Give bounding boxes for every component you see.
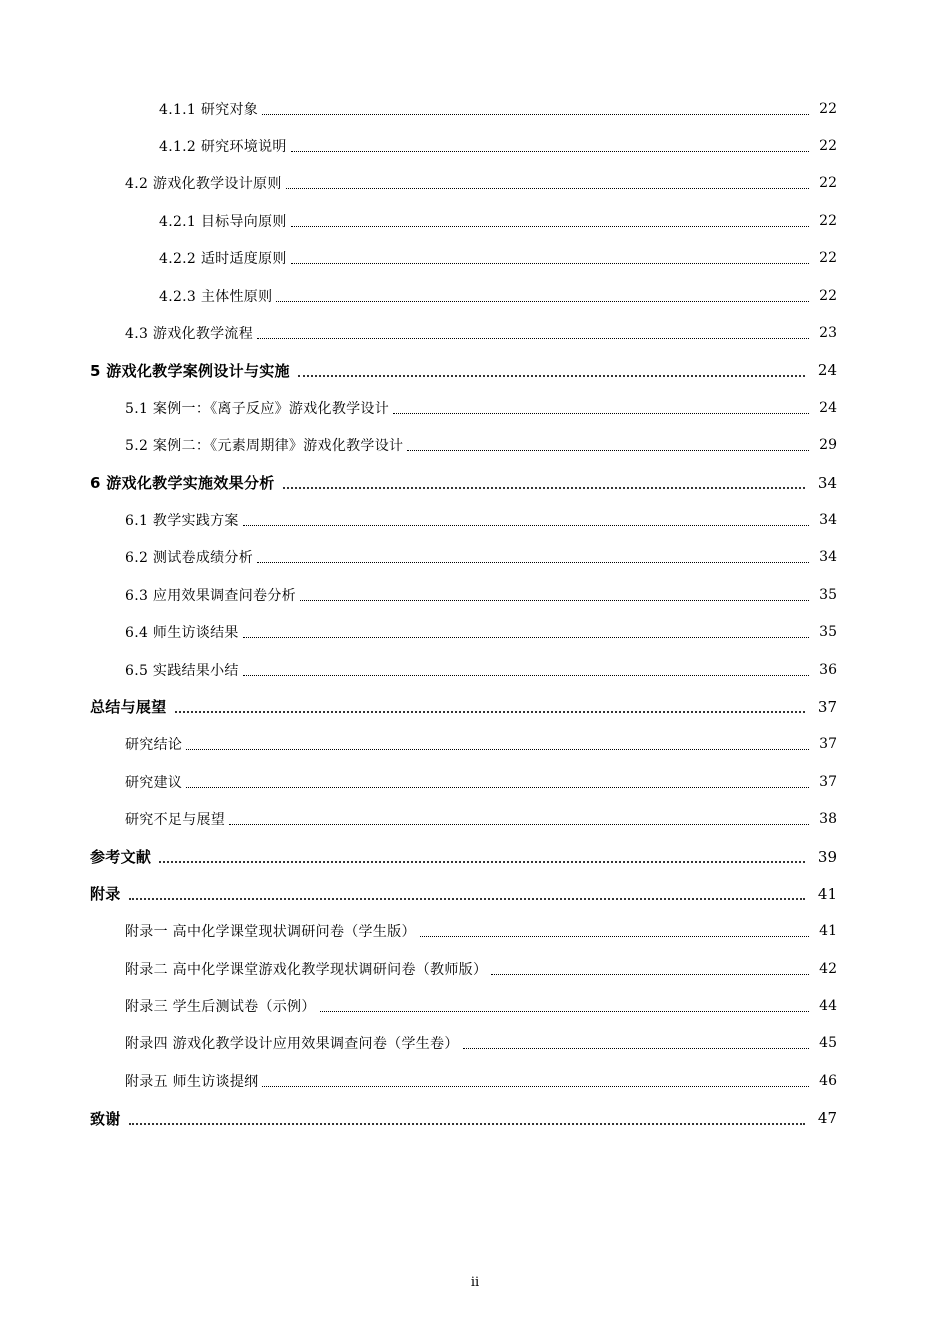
toc-entry[interactable] [0, 576, 950, 613]
toc-entry-title: 附录 [90, 885, 121, 904]
toc-entry-page-number: 35 [819, 586, 837, 603]
dot-leader [257, 337, 809, 339]
toc-entry-title: 4.1.2 研究环境说明 [159, 139, 287, 156]
toc-entry[interactable] [0, 1100, 950, 1137]
toc-entry-page-number: 22 [819, 250, 837, 267]
toc-entry[interactable] [0, 987, 950, 1024]
toc-entry[interactable] [0, 1025, 950, 1062]
dot-leader [420, 935, 809, 937]
toc-entry[interactable] [0, 651, 950, 688]
toc-entry-title: 5 游戏化教学案例设计与实施 [90, 361, 290, 380]
dot-leader [262, 113, 809, 115]
dot-leader [291, 150, 809, 152]
toc-entry[interactable] [0, 427, 950, 464]
toc-entry-title: 4.1.1 研究对象 [159, 101, 259, 118]
toc-entry-title: 附录一 高中化学课堂现状调研问卷（学生版） [125, 924, 416, 941]
dot-leader [243, 674, 809, 676]
toc-entry-page-number: 41 [817, 884, 837, 903]
dot-leader [407, 449, 809, 451]
toc-entry-title: 总结与展望 [90, 698, 167, 717]
toc-entry-page-number: 35 [819, 624, 837, 641]
toc-entry-title: 6.4 师生访谈结果 [125, 625, 239, 642]
toc-entry-title: 6.1 教学实践方案 [125, 512, 239, 529]
toc-entry-title: 研究不足与展望 [125, 812, 226, 829]
toc-entry-page-number: 39 [817, 847, 837, 866]
dot-leader [286, 187, 809, 189]
toc-entry-title: 6.3 应用效果调查问卷分析 [125, 587, 296, 604]
dot-leader [320, 1010, 809, 1012]
toc-entry[interactable] [0, 202, 950, 239]
toc-entry[interactable] [0, 726, 950, 763]
dot-leader [300, 599, 809, 601]
dot-leader [283, 486, 805, 489]
toc-entry-page-number: 34 [817, 473, 837, 492]
dot-leader [257, 561, 809, 563]
toc-entry-page-number: 23 [819, 325, 837, 342]
toc-entry-title: 研究建议 [125, 774, 183, 791]
toc-entry-title: 附录四 游戏化教学设计应用效果调查问卷（学生卷） [125, 1036, 459, 1053]
toc-entry-title: 4.2.1 目标导向原则 [159, 213, 287, 230]
toc-entry-page-number: 42 [819, 960, 837, 977]
toc-entry[interactable] [0, 165, 950, 202]
table-of-contents [0, 90, 950, 1137]
dot-leader [243, 524, 809, 526]
toc-entry-title: 6 游戏化教学实施效果分析 [90, 474, 275, 493]
toc-entry-page-number: 37 [819, 736, 837, 753]
dot-leader [298, 374, 805, 377]
toc-entry-page-number: 22 [819, 138, 837, 155]
toc-entry[interactable] [0, 1062, 950, 1099]
toc-entry-page-number: 29 [819, 437, 837, 454]
toc-entry[interactable] [0, 314, 950, 351]
toc-entry-page-number: 38 [819, 811, 837, 828]
toc-entry[interactable] [0, 875, 950, 912]
toc-entry-page-number: 22 [819, 212, 837, 229]
toc-entry[interactable] [0, 613, 950, 650]
toc-entry-page-number: 34 [819, 549, 837, 566]
toc-entry[interactable] [0, 389, 950, 426]
toc-entry-page-number: 47 [817, 1109, 837, 1128]
toc-entry[interactable] [0, 464, 950, 501]
dot-leader [262, 1085, 809, 1087]
dot-leader [463, 1047, 809, 1049]
toc-entry[interactable] [0, 688, 950, 725]
toc-entry-page-number: 36 [819, 661, 837, 678]
toc-entry[interactable] [0, 501, 950, 538]
toc-entry-title: 4.2.2 适时适度原则 [159, 251, 287, 268]
dot-leader [291, 225, 809, 227]
toc-entry-title: 附录三 学生后测试卷（示例） [125, 999, 316, 1016]
dot-leader [186, 748, 809, 750]
toc-entry-title: 附录五 师生访谈提纲 [125, 1073, 259, 1090]
toc-entry[interactable] [0, 950, 950, 987]
toc-entry-page-number: 22 [819, 287, 837, 304]
toc-entry-page-number: 34 [819, 511, 837, 528]
dot-leader [491, 973, 809, 975]
toc-entry-page-number: 22 [819, 100, 837, 117]
toc-entry-title: 4.2 游戏化教学设计原则 [125, 176, 282, 193]
toc-entry-title: 附录二 高中化学课堂游戏化教学现状调研问卷（教师版） [125, 961, 488, 978]
toc-entry-page-number: 46 [819, 1072, 837, 1089]
dot-leader [291, 262, 809, 264]
toc-entry-title: 6.5 实践结果小结 [125, 662, 239, 679]
toc-entry-title: 6.2 测试卷成绩分析 [125, 550, 254, 567]
toc-entry[interactable] [0, 838, 950, 875]
toc-entry-title: 研究结论 [125, 737, 183, 754]
toc-entry-page-number: 44 [819, 998, 837, 1015]
toc-entry-title: 4.3 游戏化教学流程 [125, 326, 254, 343]
dot-leader [243, 636, 809, 638]
toc-entry[interactable] [0, 913, 950, 950]
toc-entry[interactable] [0, 127, 950, 164]
dot-leader [159, 860, 805, 863]
dot-leader [186, 786, 809, 788]
toc-entry-title: 5.1 案例一：《离子反应》游戏化教学设计 [125, 400, 390, 417]
toc-entry[interactable] [0, 352, 950, 389]
toc-entry-page-number: 37 [819, 773, 837, 790]
toc-entry[interactable] [0, 240, 950, 277]
toc-entry[interactable] [0, 800, 950, 837]
dot-leader [393, 412, 809, 414]
toc-entry-title: 4.2.3 主体性原则 [159, 288, 273, 305]
toc-entry[interactable] [0, 90, 950, 127]
dot-leader [276, 300, 809, 302]
toc-entry-page-number: 22 [819, 175, 837, 192]
toc-entry-page-number: 24 [819, 399, 837, 416]
dot-leader [175, 710, 805, 713]
dot-leader [229, 823, 809, 825]
toc-entry-page-number: 37 [817, 697, 837, 716]
toc-entry-title: 5.2 案例二：《元素周期律》游戏化教学设计 [125, 438, 404, 455]
dot-leader [129, 1122, 805, 1125]
toc-entry-page-number: 45 [819, 1035, 837, 1052]
toc-entry-title: 参考文献 [90, 848, 152, 866]
dot-leader [129, 897, 805, 900]
toc-entry-page-number: 24 [817, 361, 837, 380]
toc-entry[interactable] [0, 277, 950, 314]
toc-entry-title: 致谢 [90, 1109, 121, 1128]
page-number-footer: ii [470, 1275, 480, 1290]
toc-entry[interactable] [0, 539, 950, 576]
toc-entry[interactable] [0, 763, 950, 800]
toc-entry-page-number: 41 [819, 923, 837, 940]
